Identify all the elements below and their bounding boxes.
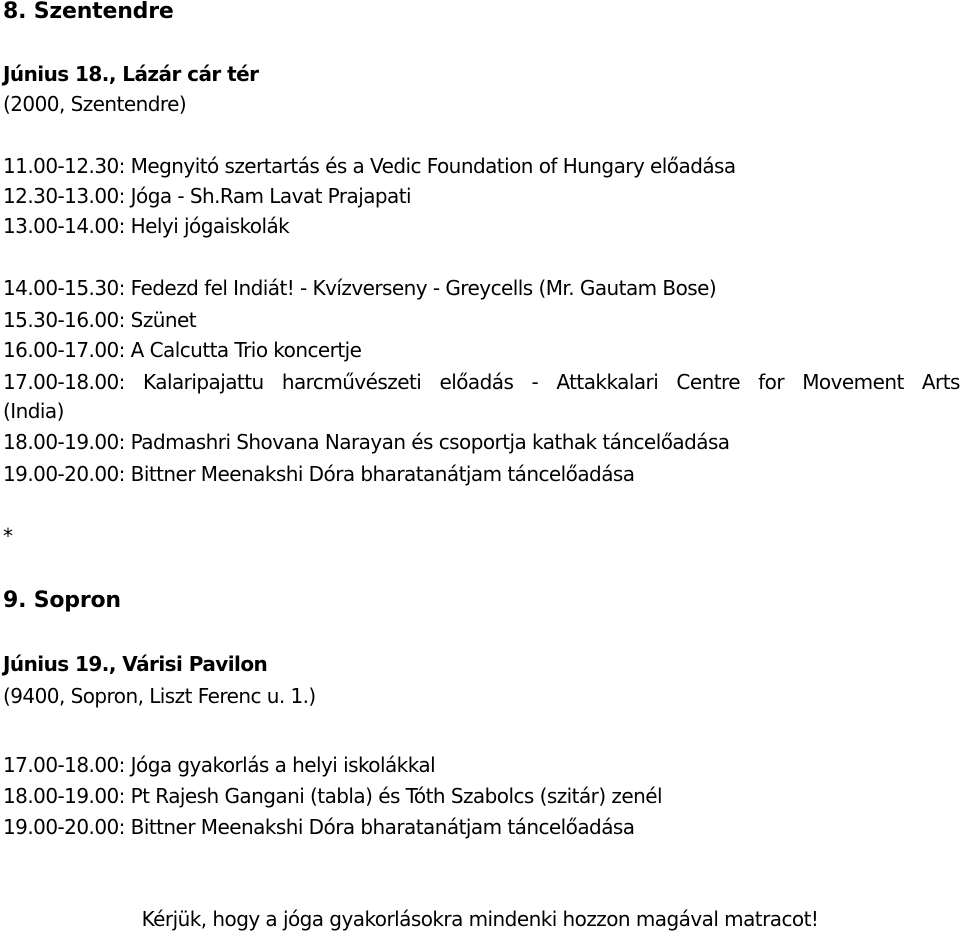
schedule-item: 15.30-16.00: Szünet — [3, 308, 197, 332]
word: - — [531, 370, 539, 394]
event-date-venue — [3, 649, 267, 679]
schedule-item: 17.00-18.00: Jóga gyakorlás a helyi iskolákkal — [3, 753, 436, 777]
schedule-item: 19.00-20.00: Bittner Meenakshi Dóra bharatanátjam táncelőadása — [3, 462, 635, 486]
word: előadás — [439, 370, 514, 394]
schedule-item: 12.30-13.00: Jóga - Sh.Ram Lavat Prajapati — [3, 184, 412, 208]
word: for — [758, 370, 785, 394]
word: Arts — [921, 370, 960, 394]
event-address: (2000, Szentendre) — [3, 92, 187, 116]
schedule-item: 18.00-19.00: Padmashri Shovana Narayan és csoportja kathak táncelőadása — [3, 430, 730, 454]
event-venue: , Várisi Pavilon — [108, 652, 268, 676]
schedule-item: 14.00-15.30: Fedezd fel Indiát! - Kvízverseny - Greycells (Mr. Gautam Bose) — [3, 276, 717, 300]
word: Centre — [676, 370, 740, 394]
schedule-item: 16.00-17.00: A Calcutta Trio koncertje — [3, 338, 362, 362]
closing-note: Kérjük, hogy a jóga gyakorlásokra mindenki hozzon magával matracot! — [141, 907, 819, 931]
event-address: (9400, Sopron, Liszt Ferenc u. 1.) — [3, 684, 316, 708]
event-date: Június 18. — [3, 62, 109, 86]
word: Movement — [802, 370, 904, 394]
section-heading-sopron: 9. Sopron — [3, 588, 121, 613]
word: Attakkalari — [556, 370, 659, 394]
schedule-item-continued: (India) — [3, 399, 64, 423]
separator-asterisk: * — [3, 524, 13, 548]
schedule-item: 13.00-14.00: Helyi jógaiskolák — [3, 214, 290, 238]
event-date-venue — [3, 59, 259, 89]
event-date: Június 19. — [3, 652, 109, 676]
schedule-item: 19.00-20.00: Bittner Meenakshi Dóra bharatanátjam táncelőadása — [3, 815, 635, 839]
word: 17.00-18.00: — [3, 370, 125, 394]
section-heading-szentendre: 8. Szentendre — [3, 0, 174, 24]
word: Kalaripajattu — [143, 370, 264, 394]
event-venue: , Lázár cár tér — [108, 62, 259, 86]
schedule-item-justified — [3, 367, 960, 397]
schedule-item: 11.00-12.30: Megnyitó szertartás és a Vedic Foundation of Hungary előadása — [3, 154, 736, 178]
word: harcművészeti — [281, 370, 422, 394]
schedule-item: 18.00-19.00: Pt Rajesh Gangani (tabla) és Tóth Szabolcs (szitár) zenél — [3, 784, 662, 808]
